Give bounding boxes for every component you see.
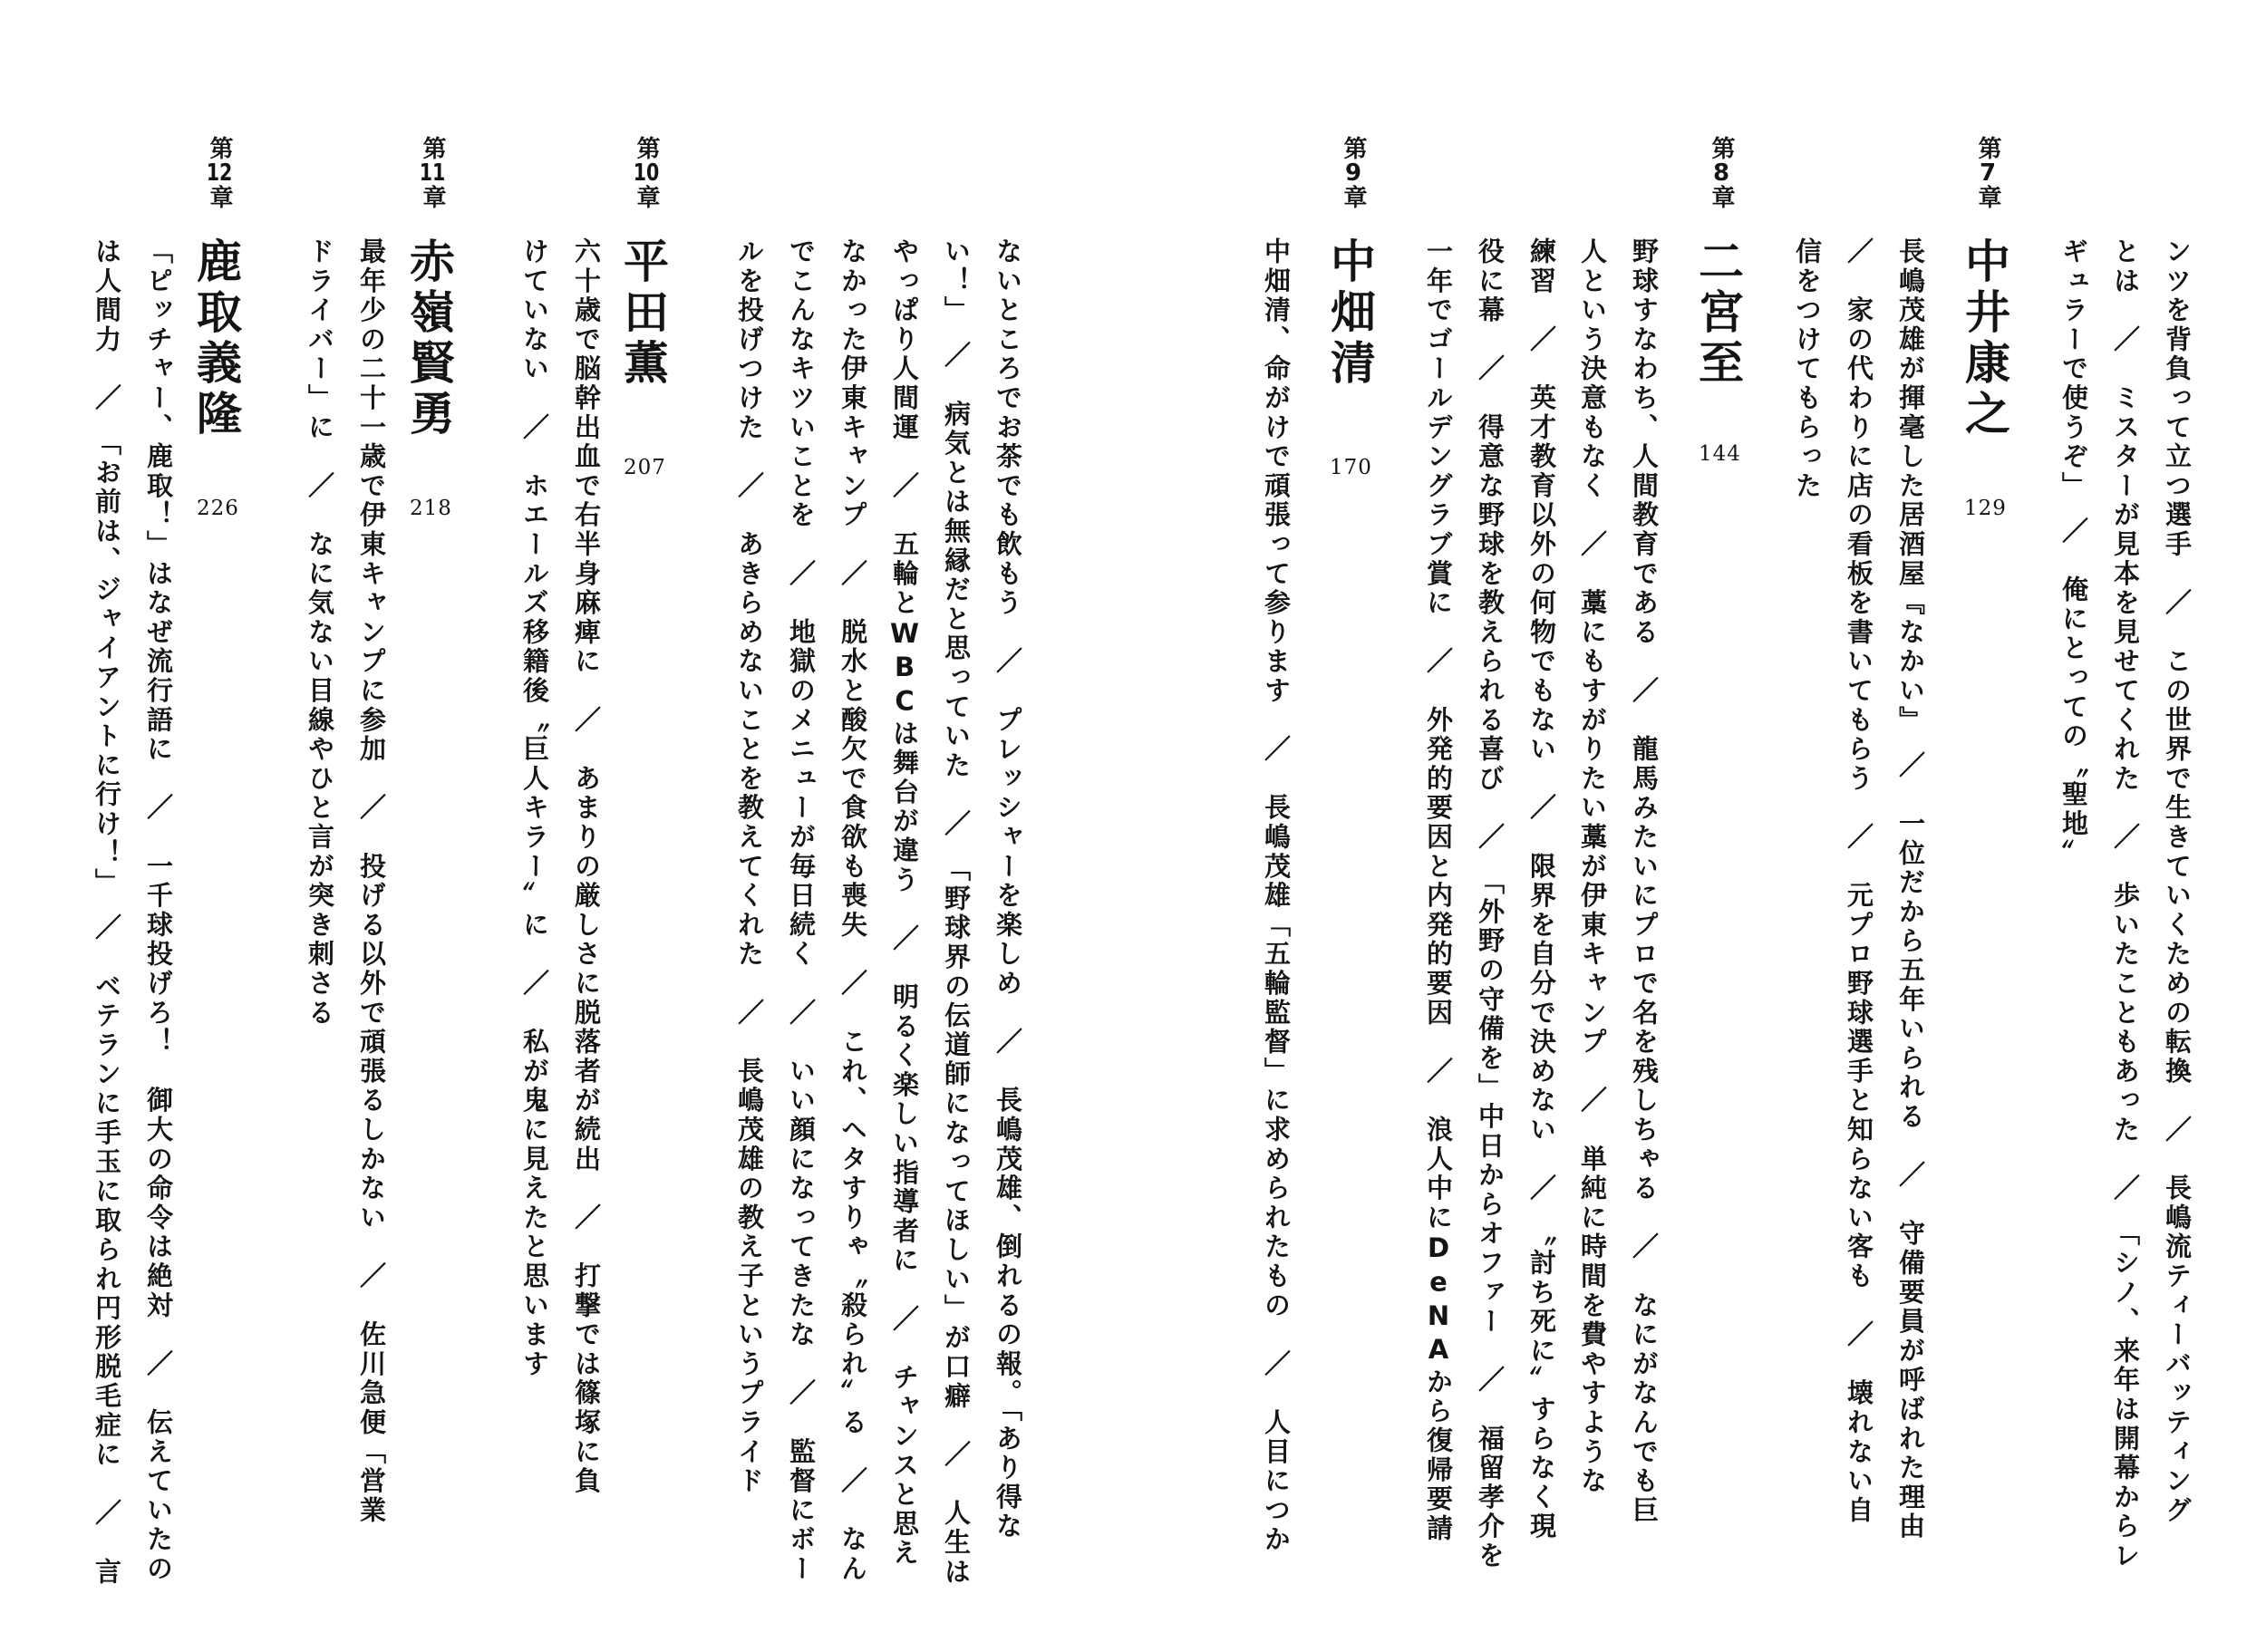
toc-column: 信をつけてもらった [1792,237,1823,501]
toc-column: ギュラーで使うぞ」 ／ 俺にとっての〝聖地〟 [2058,237,2089,869]
toc-column: とは ／ ミスターが見本を見せてくれた ／ 歩いたこともあった ／ 「シノ、来年は開幕からレ [2110,237,2141,1571]
page-number: 144 [1699,442,1741,466]
chapter-label: 第12章 [206,136,233,210]
chapter-label: 第8章 [1708,136,1735,210]
chapter-label: 第7章 [1974,136,2001,210]
toc-column: やっぱり人間運 ／ 五輪とWBCは舞台が違う ／ 明るく楽しい指導者に ／ チャンスと思え [889,237,920,1569]
toc-column: 最年少の二十一歳で伊東キャンプに参加 ／ 投げる以外で頑張るしかない ／ 佐川急便「営業 [356,237,387,1526]
page-number: 170 [1330,456,1372,479]
chapter-name: 中畑清 [1323,237,1376,390]
toc-column: 一年でゴールデングラブ賞に ／ 外発的要因と内発的要因 ／ 浪人中にDeNAから復帰要請 [1423,237,1454,1544]
chapter-name: 平田薫 [616,237,669,390]
toc-column: ／ 家の代わりに店の看板を書いてもらう ／ 元プロ野球選手と知らない客も ／ 壊れない自 [1844,237,1874,1526]
chapter-name: 二宮至 [1691,237,1744,390]
toc-column: でこんなキツいことを ／ 地獄のメニューが毎日続く ／ いい顔になってきたな ／ 監督にボー [786,237,817,1584]
toc-column: 人という決意もなく ／ 藁にもすがりたい藁が伊東キャンプ ／ 単純に時間を費やすような [1577,237,1608,1496]
page-number: 207 [624,456,666,479]
toc-column: は人間力 ／ 「お前は、ジャイアントに行け！」 ／ ベテランに手玉に取られ円形脱毛症に ／ 言 [92,237,122,1588]
toc-column: い！」 ／ 病気とは無縁だと思っていた ／ 「野球界の伝道師になってほしい」が口癖 ／ 人生は [941,237,972,1588]
page-number: 218 [410,497,452,520]
toc-column: 野球すなわち、人間教育である ／ 龍馬みたいにプロで名を残しちゃる ／ なにがなんでも巨 [1629,237,1660,1526]
toc-column: 六十歳で脳幹出血で右半身麻痺に ／ あまりの厳しさに脱落者が続出 ／ 打撃では篠塚に負 [571,237,602,1496]
toc-column: 中畑清、命がけで頑張って参ります ／ 長嶋茂雄「五輪監督」に求められたもの ／ 人目につか [1261,237,1292,1555]
toc-column: けていない ／ ホエールズ移籍後〝巨人キラー〟に ／ 私が鬼に見えたと思います [519,237,550,1379]
page-number: 226 [197,497,239,520]
toc-column: なかった伊東キャンプ ／ 脱水と酸欠で食欲も喪失 ／ これ、ヘタすりゃ〝殺られ〟る ／ なん [838,237,868,1584]
toc-column: 練習 ／ 英才教育以外の何物でもない ／ 限界を自分で決めない ／ 〝討ち死に〟すらなく現 [1526,237,1557,1541]
chapter-label: 第10章 [633,136,660,210]
toc-column: 「ピッチャー、鹿取！」はなぜ流行語に ／ 一千球投げろ！ 御大の命令は絶対 ／ 伝えていたの [143,237,174,1584]
chapter-name: 中井康之 [1958,237,2010,440]
toc-column: ルを投げつけた ／ あきらめないことを教えてくれた ／ 長嶋茂雄の教え子というプライド [734,237,765,1496]
page-number: 129 [1964,497,2007,520]
chapter-name: 赤嶺賢勇 [402,237,455,440]
chapter-name: 鹿取義隆 [189,237,242,440]
toc-column: ないところでお茶でも飲もう ／ プレッシャーを楽しめ ／ 長嶋茂雄、倒れるの報。「あり得な [993,237,1023,1541]
toc-column: 役に幕 ／ 得意な野球を教えられる喜び ／ 「外野の守備を」中日からオファー ／ 福留孝介を [1475,237,1506,1571]
chapter-label: 第9章 [1340,136,1367,210]
chapter-label: 第11章 [419,136,446,210]
toc-column: ドライバー」に ／ なに気ない目線やひと言が突き刺さる [305,237,335,1029]
toc-column: 長嶋茂雄が揮毫した居酒屋『なかい』 ／ 一位だから五年いられる ／ 守備要員が呼ばれた理由 [1895,237,1926,1541]
toc-column: ンツを背負って立つ選手 ／ この世界で生きていくための転換 ／ 長嶋流ティーバッティング [2162,237,2193,1526]
